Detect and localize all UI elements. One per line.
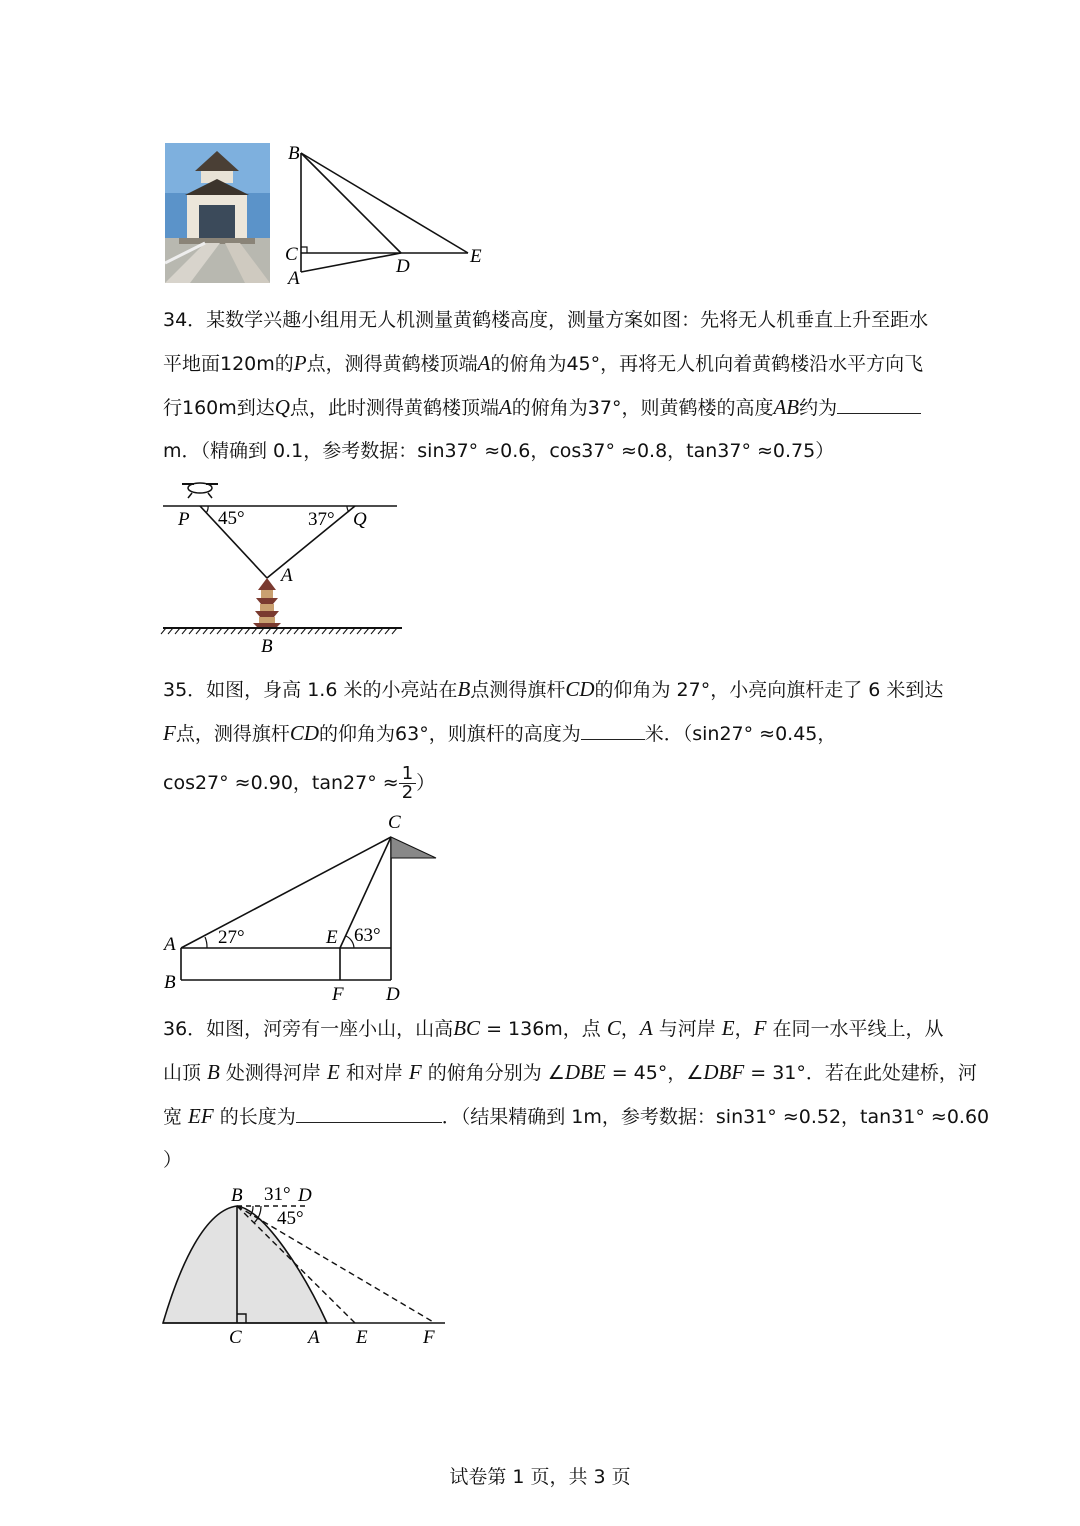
point-B-label: B: [164, 972, 176, 993]
point-C-label: C: [229, 1327, 242, 1348]
answer-blank-34: [837, 412, 921, 414]
angle-37-label: 37°: [308, 509, 335, 530]
point-E-label: E: [356, 1327, 368, 1348]
q35-line-2: F点，测得旗杆CD的仰角为63°，则旗杆的高度为 米．（sin27° ≈0.45，: [163, 721, 837, 745]
question-34: [163, 299, 929, 473]
point-B-label: B: [288, 143, 300, 164]
point-D-label: D: [396, 256, 410, 277]
point-E-label: E: [470, 246, 482, 267]
pagoda-icon: [253, 578, 281, 628]
point-A-label: A: [281, 565, 293, 586]
angle-45-label: 45°: [218, 508, 245, 529]
q36-line-1: 36．如图，河旁有一座小山，山高BC = 136m，点 C，A 与河岸 E，F 在同一水平线上，从: [163, 1016, 944, 1040]
point-C-label: C: [285, 244, 298, 265]
q34-line-2: 平地面120m的P点，测得黄鹤楼顶端A的俯角为45°，再将无人机向着黄鹤楼沿水平方向飞: [163, 351, 924, 375]
point-A-label: A: [308, 1327, 320, 1348]
fraction-one-half: $\frac{1}{2}$: [399, 765, 416, 802]
q36-line-3: 宽 EF 的长度为 ．（结果精确到 1m，参考数据：sin31° ≈0.52，tan31° ≈0.60: [163, 1104, 990, 1128]
drone-icon: [182, 483, 218, 498]
q34-line-3: 行160m到达Q点，此时测得黄鹤楼顶端A的俯角为37°，则黄鹤楼的高度AB约为: [163, 386, 923, 430]
drone-figure-34: [160, 478, 410, 658]
mountain-figure-36: [155, 1175, 455, 1355]
tower-photo: [165, 143, 270, 283]
point-A-label: A: [288, 268, 300, 289]
answer-blank-35: [581, 738, 645, 740]
point-B-label: B: [261, 636, 273, 657]
angle-31-label: 31°: [264, 1184, 291, 1205]
triangle-figure-33: [280, 140, 490, 290]
point-Q-label: Q: [353, 509, 367, 530]
angle-27-label: 27°: [218, 927, 245, 948]
page-footer: 试卷第 1 页，共 3 页: [449, 1466, 631, 1488]
flagpole-figure-35: [160, 810, 450, 1010]
point-D-label: D: [386, 984, 400, 1005]
question-35: [163, 668, 944, 805]
point-P-label: P: [178, 509, 190, 530]
point-A-label: A: [164, 934, 176, 955]
q36-line-2: 山顶 B 处测得河岸 E 和对岸 F 的俯角分别为 ∠DBE = 45°，∠DBF = 31°．若在此处建桥，河: [163, 1060, 977, 1084]
point-F-label: F: [332, 984, 344, 1005]
question-36: [163, 1007, 990, 1182]
point-E-label: E: [326, 927, 338, 948]
point-B-label: B: [231, 1185, 243, 1206]
q35-line-1: 35．如图，身高 1.6 米的小亮站在B点测得旗杆CD的仰角为 27°，小亮向旗杆走了 6 米到达: [163, 677, 944, 701]
angle-63-label: 63°: [354, 925, 381, 946]
q35-line-3: cos27° ≈0.90，tan27° ≈ $\frac{1}{2}$ ）: [163, 763, 436, 803]
q34-line-1: 34．某数学兴趣小组用无人机测量黄鹤楼高度，测量方案如图：先将无人机垂直上升至距水: [163, 309, 929, 331]
point-C-label: C: [388, 812, 401, 833]
q36-line-4: ）: [163, 1149, 183, 1171]
point-F-label: F: [423, 1327, 435, 1348]
angle-45-label: 45°: [277, 1208, 304, 1229]
point-D-label: D: [298, 1185, 312, 1206]
answer-blank-36: [296, 1121, 442, 1123]
q34-line-4: m．（精确到 0.1，参考数据：sin37° ≈0.6，cos37° ≈0.8，tan37° ≈0.75）: [163, 440, 835, 462]
